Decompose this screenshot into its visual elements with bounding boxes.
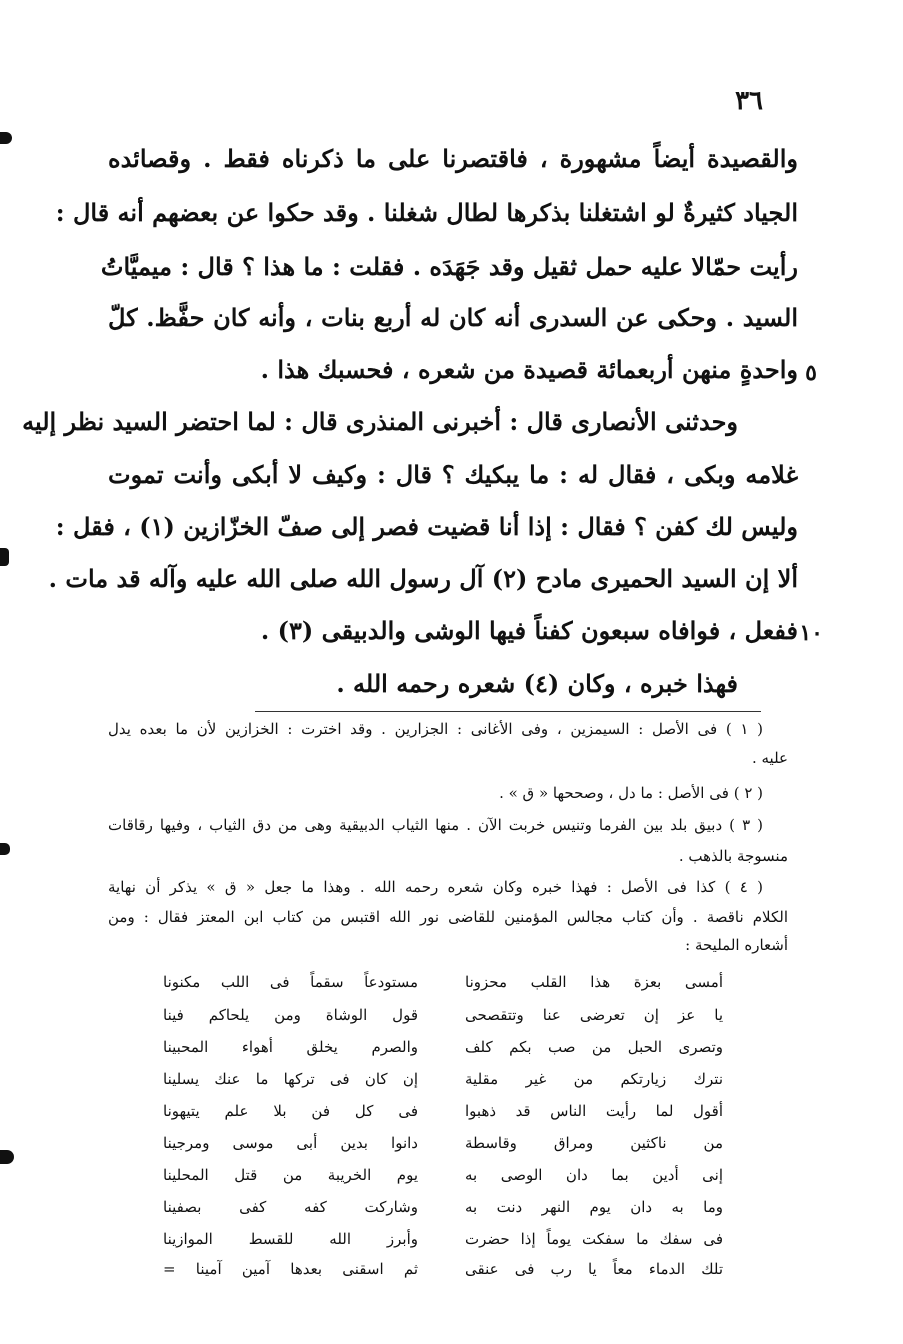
- poem-hemistich: إنى أدين بما دان الوصى به: [465, 1166, 723, 1184]
- footnote-line: عليه .: [751, 749, 788, 767]
- poem-hemistich: وتصرى الحبل من صب بكم كلف: [465, 1038, 723, 1056]
- poem-hemistich: دانوا بدين أبى موسى ومرجينا: [163, 1134, 418, 1152]
- body-line: الجياد كثيرةٌ لو اشتغلنا بذكرها لطال شغلنا . وقد حكوا عن بعضهم أنه قال :: [55, 198, 798, 227]
- body-line: رأيت حمّالا عليه حمل ثقيل وقد جَهَدَه . فقلت : ما هذا ؟ قال : ميميَّاتُ: [100, 252, 798, 281]
- body-line: وليس لك كفن ؟ فقال : إذا أنا قضيت فصر إلى صفّ الخزّازين (١) ، فقل :: [55, 512, 798, 541]
- scan-mark: [0, 548, 9, 566]
- poem-hemistich: نترك زيارتكم من غير مقلية: [465, 1070, 723, 1088]
- footnote-line: ( ٤ ) كذا فى الأصل : فهذا خبره وكان شعره رحمه الله . وهذا ما جعل « ق » يذكر أن نهاية: [108, 878, 763, 896]
- body-line: واحدةٍ منهن أربعمائة قصيدة من شعره ، فحسبك هذا .: [260, 355, 798, 384]
- body-line: فهذا خبره ، وكان (٤) شعره رحمه الله .: [336, 669, 738, 698]
- footnote-line: منسوجة بالذهب .: [678, 847, 788, 865]
- footnote-line: أشعاره المليحة :: [685, 936, 788, 954]
- scan-mark: [0, 1150, 14, 1164]
- poem-hemistich: وشاركت كفه كفى بصفينا: [163, 1198, 418, 1216]
- body-line: ألا إن السيد الحميرى مادح (٢) آل رسول الله صلى الله عليه وآله قد مات .: [48, 564, 798, 593]
- poem-hemistich: إن كان فى تركها ما عنك يسلينا: [163, 1070, 418, 1088]
- scan-mark: [0, 843, 10, 855]
- poem-hemistich: تلك الدماء معاً يا رب فى عنقى: [465, 1260, 723, 1278]
- poem-hemistich: فى كل فن بلا علم يتيهونا: [163, 1102, 418, 1120]
- body-line: ففعل ، فوافاه سبعون كفناً فيها الوشى والدبيقى (٣) .: [260, 616, 798, 645]
- page-number: ٣٦: [735, 86, 763, 116]
- body-line: السيد . وحكى عن السدرى أنه كان له أربع بنات ، وأنه كان حفَّظ. كلّ: [108, 303, 798, 332]
- line-number: ١٠: [799, 620, 823, 646]
- poem-hemistich: من ناكثين ومراق وقاسطة: [465, 1134, 723, 1152]
- poem-hemistich: مستودعاً سقماً فى اللب مكنونا: [163, 973, 418, 991]
- body-line: وحدثنى الأنصارى قال : أخبرنى المنذرى قال : لما احتضر السيد نظر إليه: [22, 407, 738, 436]
- footnote-line: ( ٣ ) دبيق بلد بين الفرما وتنيس خربت الآن . منها الثياب الدبيقية وهى من دق الثياب ، وفيها رقاقات: [108, 816, 763, 834]
- poem-hemistich: يا عز إن تعرضى عنا وتتقصحى: [465, 1006, 723, 1024]
- scan-mark: [0, 132, 12, 144]
- poem-hemistich: وأبرز الله للقسط الموازينا: [163, 1230, 418, 1248]
- poem-hemistich: أقول لما رأيت الناس قد ذهبوا: [465, 1102, 723, 1120]
- footnote-separator: [255, 711, 761, 712]
- body-line: والقصيدة أيضاً مشهورة ، فاقتصرنا على ما ذكرناه فقط . وقصائده: [108, 144, 798, 173]
- poem-hemistich: وما به دان يوم النهر دنت به: [465, 1198, 723, 1216]
- poem-hemistich: فى سفك ما سفكت يوماً إذا حضرت: [465, 1230, 723, 1248]
- poem-hemistich: قول الوشاة ومن يلحاكم فينا: [163, 1006, 418, 1024]
- body-line: غلامه وبكى ، فقال له : ما يبكيك ؟ قال : وكيف لا أبكى وأنت تموت: [108, 460, 798, 489]
- poem-hemistich: أمسى بعزة هذا القلب محزونا: [465, 973, 723, 991]
- poem-hemistich: ثم اسقنى بعدها آمين آمينا =: [163, 1260, 418, 1278]
- footnote-line: ( ١ ) فى الأصل : السيمزين ، وفى الأغانى : الجزارين . وقد اخترت : الخزازين لأن ما بعده يدل: [108, 720, 763, 738]
- poem-hemistich: والصرم يخلق أهواء المحبينا: [163, 1038, 418, 1056]
- footnote-line: الكلام ناقصة . وأن كتاب مجالس المؤمنين للقاضى نور الله اقتبس من كتاب ابن المعتز فقال : ومن: [108, 908, 788, 926]
- footnote-line: ( ٢ ) فى الأصل : ما دل ، وصححها « ق » .: [499, 784, 763, 802]
- line-number: ٥: [805, 360, 817, 386]
- poem-hemistich: يوم الخريبة من قتل المحلينا: [163, 1166, 418, 1184]
